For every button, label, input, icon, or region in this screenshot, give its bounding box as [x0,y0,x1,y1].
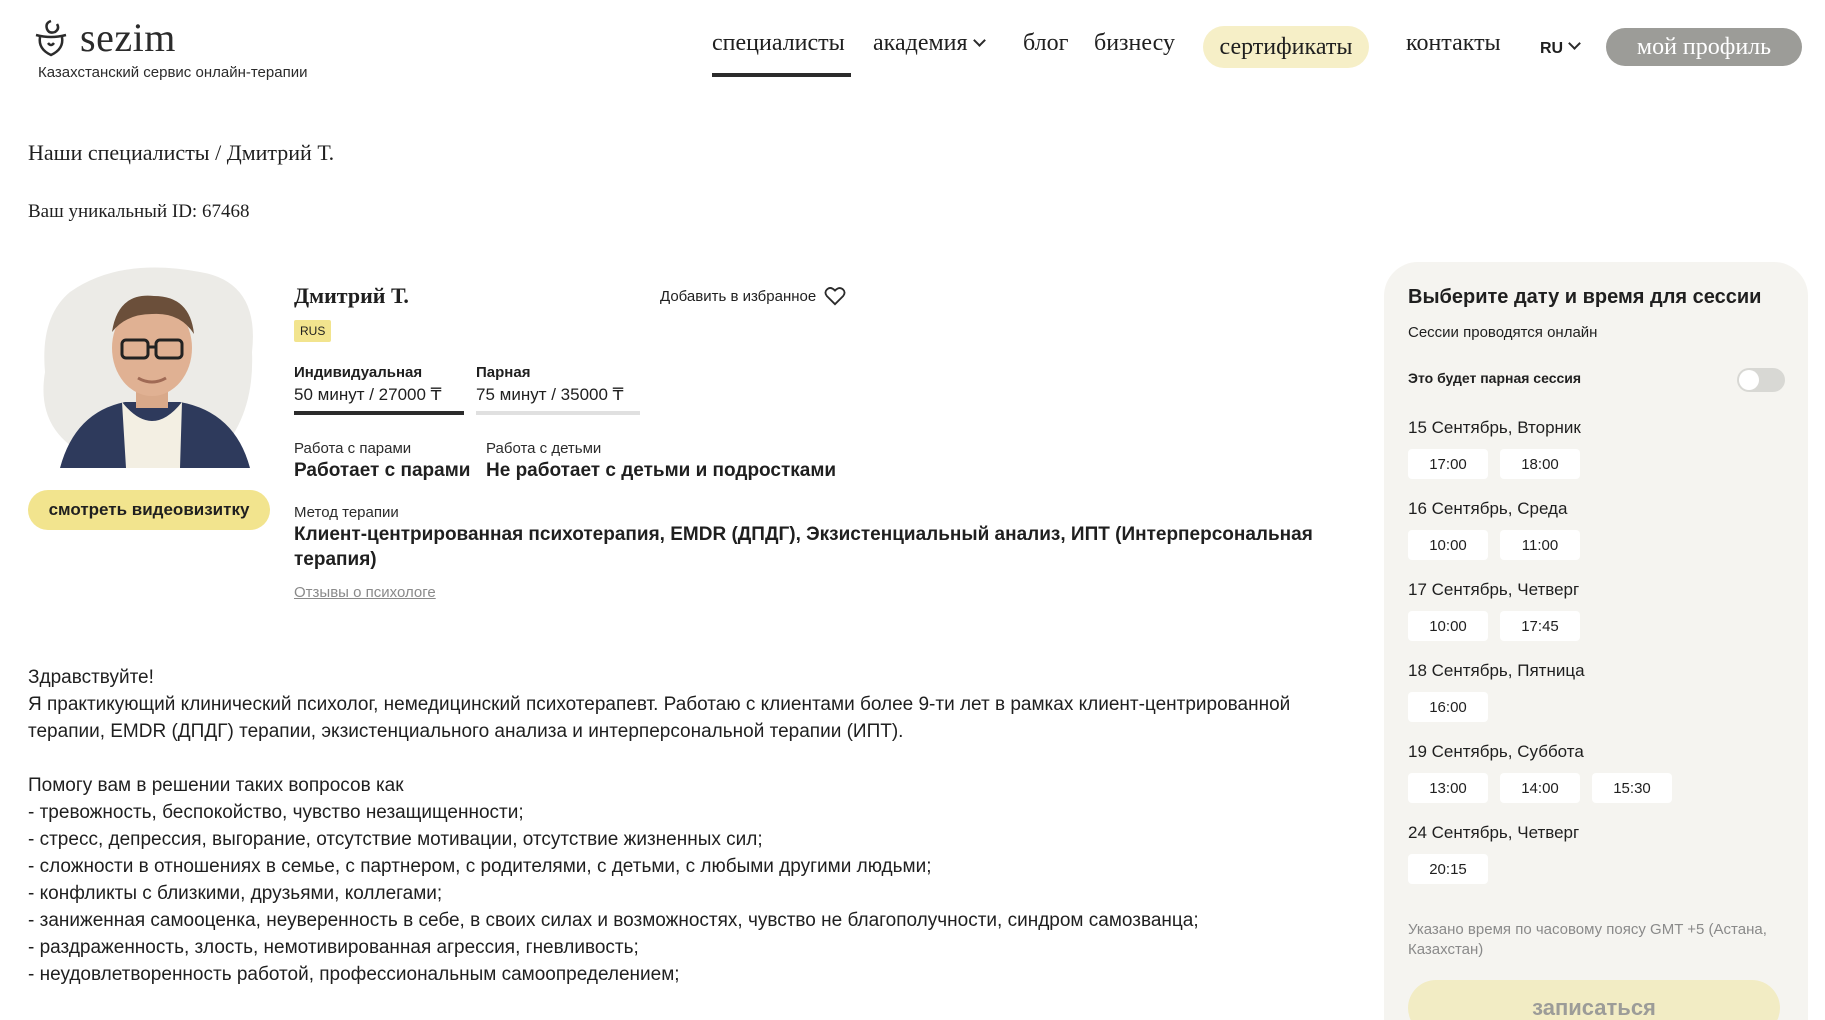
time-slot[interactable]: 14:00 [1500,773,1580,803]
favorite-label: Добавить в избранное [660,287,817,305]
book-session-button[interactable]: записаться [1408,980,1780,1020]
language-label: RU [1540,40,1564,57]
bio-greeting: Здравствуйте! [28,667,154,688]
schedule-day [1408,418,1581,479]
children-value: Не работает с детьми и подростками [486,460,837,481]
time-slot[interactable]: 16:00 [1408,692,1488,722]
nav-contacts[interactable]: контакты [1406,30,1501,56]
tagline: Казахстанский сервис онлайн-терапии [38,64,308,81]
day-label: 24 Сентябрь, Четверг [1408,823,1580,842]
bio-help-title: Помогу вам в решении таких вопросов как [28,775,404,796]
price-tab-indicator [294,411,464,415]
language-badge: RUS [294,320,331,342]
day-label: 15 Сентябрь, Вторник [1408,418,1581,437]
bio-list-item: - раздраженность, злость, немотивированная агрессия, гневливость; [28,937,639,958]
video-card-button[interactable]: смотреть видеовизитку [28,490,270,530]
price-value: 75 минут / 35000 ₸ [476,385,624,404]
method-label: Метод терапии [294,504,399,521]
heart-icon [824,286,846,306]
site-header [0,0,1825,100]
day-label: 19 Сентябрь, Суббота [1408,742,1584,761]
bio-intro: Я практикующий клинический психолог, немедицинский психотерапевт. Работаю с клиентами более 9-ти лет в рамках клиент-центрированной терапии, EMDR (ДПДГ) терапии, экзистенциального анализа и интерперсональной терапии (ИПТ). [28,694,1291,742]
nav-blog[interactable]: блог [1023,30,1069,56]
schedule-day [1408,661,1585,722]
schedule-day [1408,823,1579,884]
time-slot[interactable]: 10:00 [1408,611,1488,641]
day-label: 17 Сентябрь, Четверг [1408,580,1580,599]
time-slot[interactable]: 17:00 [1408,449,1488,479]
time-slot[interactable]: 17:45 [1500,611,1580,641]
nav-specialists[interactable]: специалисты [712,30,845,56]
method-value: Клиент-центрированная психотерапия, EMDR (ДПДГ), Экзистенциальный анализ, ИПТ (Интерперсональная терапия) [294,524,1313,570]
children-label: Работа с детьми [486,440,602,457]
day-label: 18 Сентябрь, Пятница [1408,661,1585,680]
nav-certificates[interactable]: сертификаты [1203,26,1369,68]
price-couple[interactable] [476,364,640,415]
nav-active-indicator [712,73,851,77]
day-label: 16 Сентябрь, Среда [1408,499,1568,518]
price-label: Индивидуальная [294,364,423,381]
price-label: Парная [476,364,531,381]
specialist-photo [30,262,258,468]
time-slot[interactable]: 15:30 [1592,773,1672,803]
price-individual[interactable] [294,364,464,415]
bio-list-item: - стресс, депрессия, выгорание, отсутствие мотивации, отсутствие жизненных сил; [28,829,763,850]
bio-list-item: - неудовлетворенность работой, профессиональным самоопределением; [28,964,680,985]
logo[interactable] [28,14,176,61]
toggle-knob [1739,370,1759,390]
schedule-day [1408,499,1580,560]
logo-mark-icon [28,15,74,61]
bio-list-item: - конфликты с близкими, друзьями, коллегами; [28,883,443,904]
price-tab-indicator [476,411,640,415]
logo-text: sezim [80,15,176,60]
reviews-link[interactable]: Отзывы о психологе [294,584,436,601]
specialist-name: Дмитрий Т. [294,283,409,308]
language-selector[interactable] [1540,40,1579,58]
schedule-day [1408,742,1672,803]
breadcrumb[interactable]: Наши специалисты / Дмитрий Т. [28,140,335,165]
bio-list-item: - тревожность, беспокойство, чувство незащищенности; [28,802,524,823]
couples-value: Работает с парами [294,460,471,481]
nav-academy-label: академия [873,30,968,56]
schedule-subtitle: Сессии проводятся онлайн [1408,324,1598,341]
chevron-down-icon [973,34,986,47]
time-slot[interactable]: 18:00 [1500,449,1580,479]
pair-session-label: Это будет парная сессия [1408,370,1582,386]
schedule-title: Выберите дату и время для сессии [1408,286,1762,308]
schedule-panel [1384,262,1808,1020]
specialist-bio [28,664,1348,988]
time-slot[interactable]: 20:15 [1408,854,1488,884]
chevron-down-icon [1568,37,1581,50]
price-value: 50 минут / 27000 ₸ [294,385,442,404]
time-slot[interactable]: 10:00 [1408,530,1488,560]
schedule-day [1408,580,1580,641]
add-to-favorites-button[interactable] [660,286,846,306]
timezone-note: Указано время по часовому поясу GMT +5 (Астана, Казахстан) [1408,921,1767,958]
bio-list-item: - заниженная самооценка, неуверенность в себе, в своих силах и возможностях, чувство не благополучности, синдром самозванца; [28,910,1199,931]
time-slot[interactable]: 11:00 [1500,530,1580,560]
nav-academy[interactable] [873,30,984,57]
time-slot[interactable]: 13:00 [1408,773,1488,803]
nav-business[interactable]: бизнесу [1094,30,1175,56]
couples-label: Работа с парами [294,440,412,457]
unique-id: Ваш уникальный ID: 67468 [28,201,250,222]
pair-session-toggle[interactable] [1737,368,1785,392]
bio-list-item: - сложности в отношениях в семье, с партнером, с родителями, с детьми, с любыми другими людьми; [28,856,932,877]
my-profile-button[interactable]: мой профиль [1606,28,1802,66]
